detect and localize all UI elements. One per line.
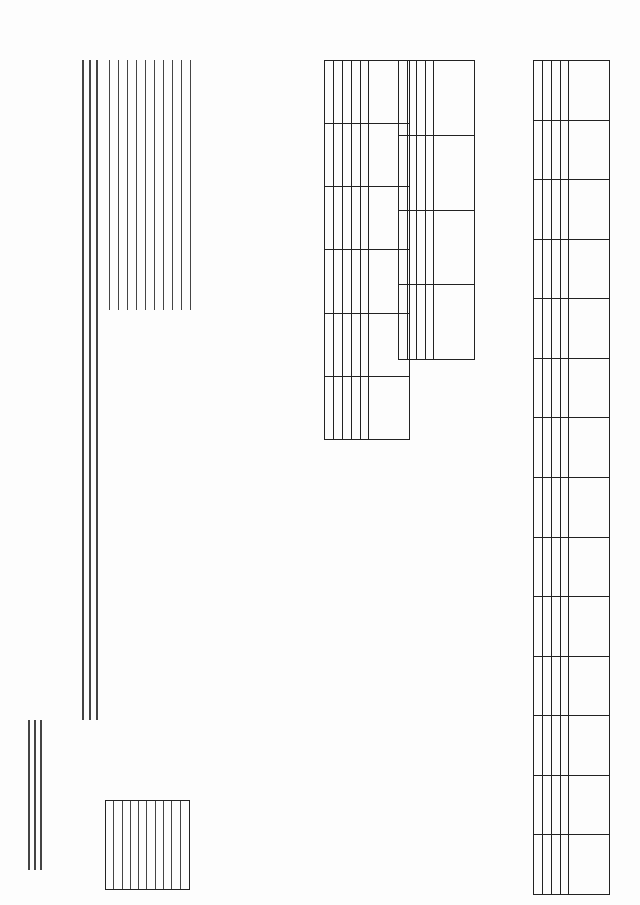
table-cell bbox=[543, 239, 552, 299]
table-cell bbox=[552, 180, 561, 240]
table-row bbox=[352, 61, 361, 440]
table-cell bbox=[534, 418, 543, 478]
table-cell bbox=[543, 537, 552, 597]
table-cell bbox=[534, 775, 543, 835]
table-cell bbox=[334, 187, 343, 250]
table-cell bbox=[534, 656, 543, 716]
table-cell bbox=[325, 313, 334, 376]
table-cell bbox=[352, 187, 361, 250]
table-cell bbox=[417, 210, 426, 285]
header-field-line bbox=[109, 60, 110, 310]
header-field-line bbox=[136, 60, 137, 310]
table-cell bbox=[569, 656, 610, 716]
table-cell bbox=[543, 120, 552, 180]
table-cell bbox=[325, 250, 334, 313]
table-cell bbox=[561, 180, 569, 240]
approval-note-lines bbox=[28, 720, 30, 870]
header-field-line bbox=[145, 60, 146, 310]
table-cell bbox=[325, 376, 334, 439]
header-field-line bbox=[154, 60, 155, 310]
table-cell bbox=[352, 250, 361, 313]
section-3-table bbox=[533, 60, 610, 895]
table-cell bbox=[543, 61, 552, 121]
table-column-number-row bbox=[561, 61, 569, 895]
table-cell bbox=[408, 210, 417, 285]
table-cell bbox=[552, 299, 561, 359]
table-cell bbox=[534, 239, 543, 299]
table-cell bbox=[334, 250, 343, 313]
table-header-row bbox=[569, 61, 610, 895]
table-cell bbox=[569, 477, 610, 537]
table-cell bbox=[343, 376, 352, 439]
table-cell bbox=[534, 477, 543, 537]
table-cell bbox=[334, 61, 343, 124]
table-cell bbox=[569, 120, 610, 180]
table-cell bbox=[534, 537, 543, 597]
table-cell bbox=[552, 418, 561, 478]
table-cell bbox=[552, 716, 561, 776]
table-cell bbox=[534, 120, 543, 180]
table-row bbox=[417, 61, 426, 360]
table-cell bbox=[543, 716, 552, 776]
table-cell bbox=[552, 120, 561, 180]
codes-box bbox=[105, 800, 190, 890]
table-cell bbox=[561, 775, 569, 835]
table-cell bbox=[552, 358, 561, 418]
table-cell bbox=[552, 477, 561, 537]
table-cell bbox=[334, 124, 343, 187]
table-cell bbox=[434, 135, 475, 210]
table-cell bbox=[569, 239, 610, 299]
table-cell bbox=[369, 376, 410, 439]
table-cell bbox=[561, 597, 569, 657]
table-cell bbox=[569, 537, 610, 597]
table-cell bbox=[569, 775, 610, 835]
table-cell bbox=[561, 120, 569, 180]
table-cell bbox=[561, 358, 569, 418]
table-cell bbox=[361, 376, 369, 439]
header-field-line bbox=[163, 60, 164, 310]
table-cell bbox=[569, 299, 610, 359]
table-row bbox=[343, 61, 352, 440]
table-cell bbox=[426, 285, 434, 360]
table-cell bbox=[534, 835, 543, 895]
table-cell bbox=[417, 135, 426, 210]
table-cell bbox=[361, 250, 369, 313]
table-cell bbox=[534, 358, 543, 418]
table-cell bbox=[552, 61, 561, 121]
codes-box-row-rule bbox=[155, 801, 156, 889]
table-cell bbox=[543, 180, 552, 240]
table-cell bbox=[408, 135, 417, 210]
table-cell bbox=[408, 61, 417, 136]
codes-box-row-rule bbox=[180, 801, 181, 889]
codes-box-row-rule bbox=[113, 801, 114, 889]
table-cell bbox=[569, 180, 610, 240]
table-cell bbox=[552, 597, 561, 657]
table-cell bbox=[417, 61, 426, 136]
table-cell bbox=[434, 285, 475, 360]
table-cell bbox=[426, 135, 434, 210]
table-cell bbox=[434, 61, 475, 136]
table-cell bbox=[334, 376, 343, 439]
table-cell bbox=[361, 124, 369, 187]
table-cell bbox=[399, 135, 408, 210]
table-cell bbox=[543, 835, 552, 895]
table-cell bbox=[561, 537, 569, 597]
header-field-line bbox=[190, 60, 191, 310]
table-cell bbox=[534, 716, 543, 776]
table-cell bbox=[343, 61, 352, 124]
table-cell bbox=[534, 180, 543, 240]
table-cell bbox=[361, 61, 369, 124]
table-row bbox=[552, 61, 561, 895]
table-header-row bbox=[434, 61, 475, 360]
table-cell bbox=[325, 187, 334, 250]
table-cell bbox=[543, 477, 552, 537]
table-cell bbox=[543, 299, 552, 359]
table-cell bbox=[408, 285, 417, 360]
codes-box-row-rule bbox=[122, 801, 123, 889]
table-row bbox=[543, 61, 552, 895]
table-cell bbox=[534, 61, 543, 121]
table-cell bbox=[552, 656, 561, 716]
header-field-line bbox=[172, 60, 173, 310]
table-cell bbox=[552, 239, 561, 299]
table-cell bbox=[534, 597, 543, 657]
table-cell bbox=[561, 716, 569, 776]
table-cell bbox=[352, 376, 361, 439]
table-cell bbox=[343, 187, 352, 250]
table-cell bbox=[343, 250, 352, 313]
table-cell bbox=[561, 61, 569, 121]
table-cell bbox=[343, 124, 352, 187]
table-cell bbox=[569, 358, 610, 418]
codes-box-row-rule bbox=[130, 801, 131, 889]
table-column-number-row bbox=[426, 61, 434, 360]
table-cell bbox=[399, 285, 408, 360]
table-cell bbox=[552, 775, 561, 835]
table-cell bbox=[543, 775, 552, 835]
table-cell bbox=[352, 61, 361, 124]
codes-box-row-rule bbox=[171, 801, 172, 889]
table-cell bbox=[561, 656, 569, 716]
table-cell bbox=[569, 597, 610, 657]
table-cell bbox=[543, 656, 552, 716]
table-cell bbox=[343, 313, 352, 376]
header-field-line bbox=[127, 60, 128, 310]
table-cell bbox=[399, 210, 408, 285]
table-cell bbox=[569, 418, 610, 478]
table-cell bbox=[361, 313, 369, 376]
codes-box-row-rule bbox=[138, 801, 139, 889]
table-cell bbox=[434, 210, 475, 285]
table-cell bbox=[417, 285, 426, 360]
table-cell bbox=[426, 210, 434, 285]
table-cell bbox=[543, 358, 552, 418]
table-cell bbox=[334, 313, 343, 376]
table-row bbox=[408, 61, 417, 360]
table-cell bbox=[561, 835, 569, 895]
table-row bbox=[334, 61, 343, 440]
table-cell bbox=[569, 835, 610, 895]
header-field-line bbox=[118, 60, 119, 310]
codes-box-row-rule bbox=[163, 801, 164, 889]
table-cell bbox=[352, 124, 361, 187]
table-cell bbox=[325, 61, 334, 124]
section-2-table bbox=[398, 60, 475, 360]
table-cell bbox=[561, 239, 569, 299]
form-title-lines bbox=[82, 60, 84, 720]
table-cell bbox=[561, 477, 569, 537]
table-cell bbox=[543, 597, 552, 657]
table-row bbox=[534, 61, 543, 895]
table-row bbox=[399, 61, 408, 360]
table-cell bbox=[561, 418, 569, 478]
table-cell bbox=[569, 61, 610, 121]
table-cell bbox=[552, 537, 561, 597]
table-cell bbox=[569, 716, 610, 776]
codes-box-row-rule bbox=[147, 801, 148, 889]
table-column-number-row bbox=[361, 61, 369, 440]
table-cell bbox=[399, 61, 408, 136]
table-cell bbox=[426, 61, 434, 136]
table-cell bbox=[552, 835, 561, 895]
table-cell bbox=[534, 299, 543, 359]
table-cell bbox=[543, 418, 552, 478]
table-cell bbox=[361, 187, 369, 250]
table-cell bbox=[325, 124, 334, 187]
header-field-line bbox=[181, 60, 182, 310]
table-cell bbox=[352, 313, 361, 376]
table-row bbox=[325, 61, 334, 440]
table-cell bbox=[561, 299, 569, 359]
